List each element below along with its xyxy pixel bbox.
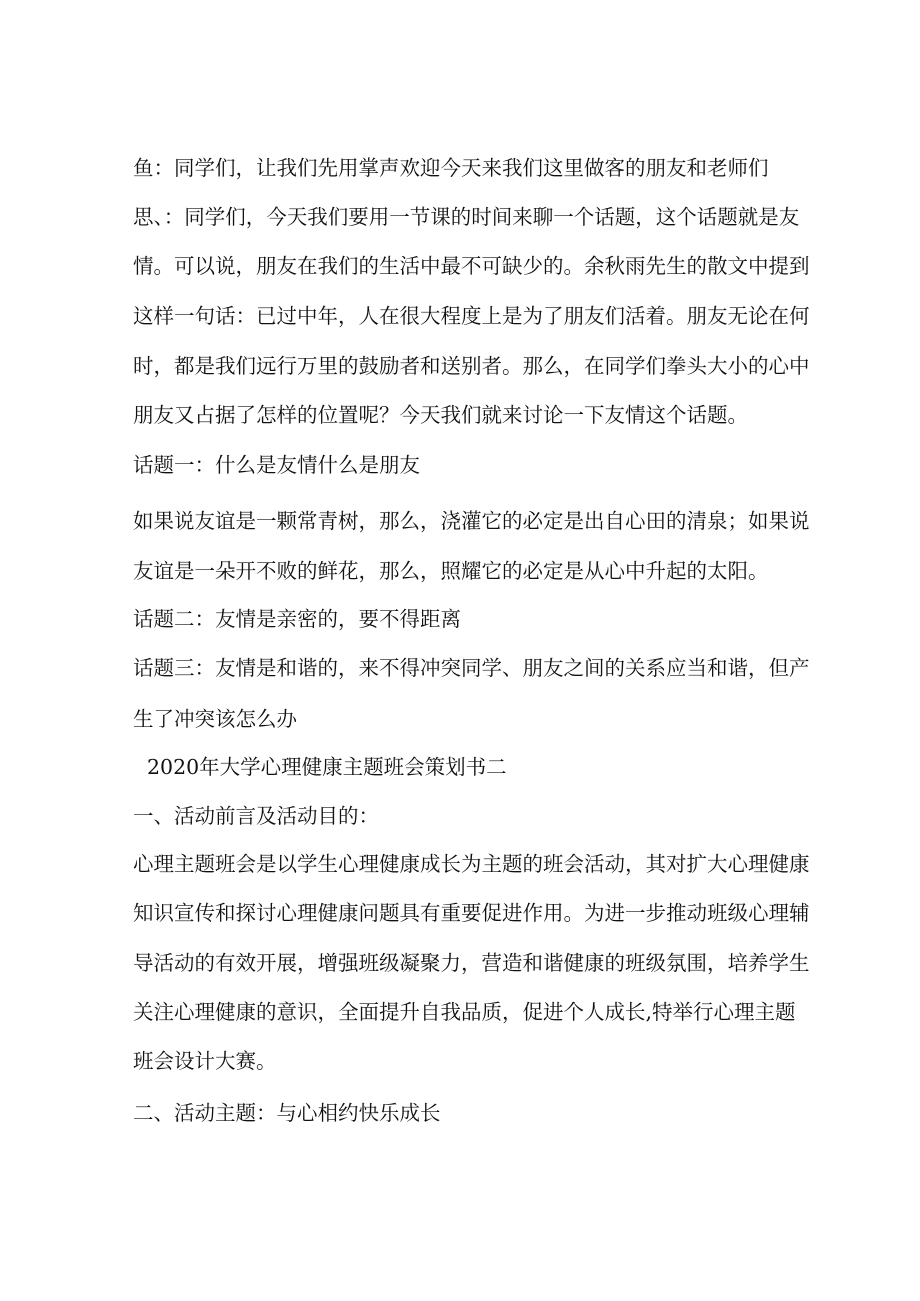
text-line: 班会设计大赛。 [133, 1049, 277, 1073]
text-line: 话题三：友情是和谐的，来不得冲突同学、朋友之间的关系应当和谐，但产 [133, 656, 810, 680]
text-line: 导活动的有效开展，增强班级凝聚力，营造和谐健康的班级氛围，培养学生 [133, 951, 810, 975]
section-heading: 一、活动前言及活动目的： [133, 804, 379, 828]
section-heading: 话题二：友情是亲密的，要不得距离 [133, 607, 461, 631]
text-line: 关注心理健康的意识，全面提升自我品质，促进个人成长,特举行心理主题 [133, 1000, 796, 1024]
text-line: 情。可以说，朋友在我们的生活中最不可缺少的。余秋雨先生的散文中提到 [133, 254, 810, 278]
text-line: 这样一句话：已过中年，人在很大程度上是为了朋友们活着。朋友无论在何 [133, 304, 810, 328]
document-title: 2020年大学心理健康主题班会策划书二 [147, 755, 507, 779]
text-line: 心理主题班会是以学生心理健康成长为主题的班会活动，其对扩大心理健康 [133, 852, 810, 876]
section-heading: 二、活动主题：与心相约快乐成长 [133, 1101, 441, 1125]
text-line: 思、：同学们，今天我们要用一节课的时间来聊一个话题，这个话题就是友 [133, 205, 800, 229]
text-line: 时，都是我们远行万里的鼓励者和送别者。那么，在同学们拳头大小的心中 [133, 354, 810, 378]
text-line: 朋友又占据了怎样的位置呢？今天我们就来讨论一下友情这个话题。 [133, 403, 748, 427]
text-line: 如果说友谊是一颗常青树，那么，浇灌它的必定是出自心田的清泉；如果说 [133, 509, 810, 533]
text-line: 知识宣传和探讨心理健康问题具有重要促进作用。为进一步推动班级心理辅 [133, 901, 810, 925]
section-heading: 话题一：什么是友情什么是朋友 [133, 453, 420, 477]
text-line: 友谊是一朵开不败的鲜花，那么，照耀它的必定是从心中升起的太阳。 [133, 559, 769, 583]
text-line: 生了冲突该怎么办 [133, 707, 297, 731]
text-line: 鱼：同学们，让我们先用掌声欢迎今天来我们这里做客的朋友和老师们 [133, 156, 769, 180]
